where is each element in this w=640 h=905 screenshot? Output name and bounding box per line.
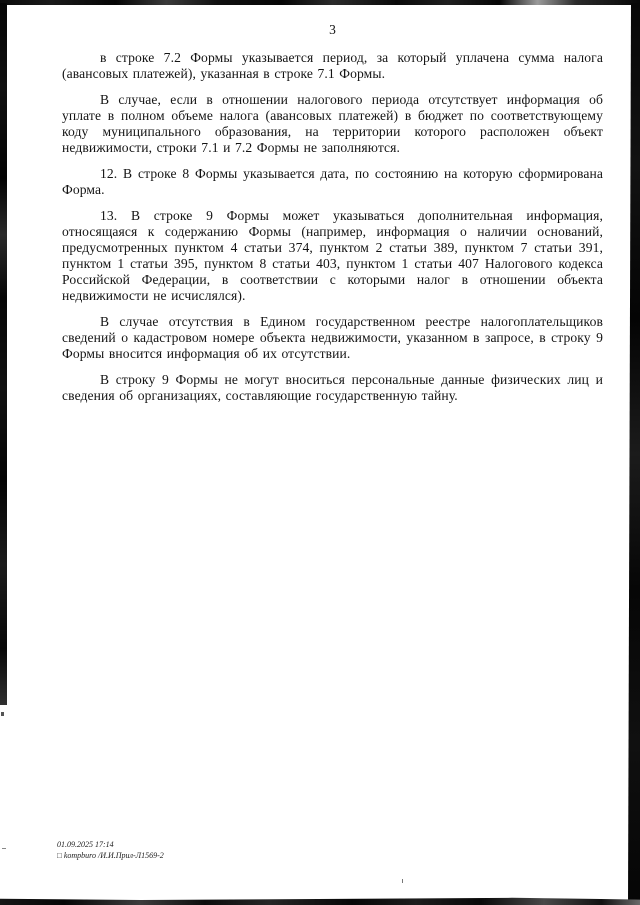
scan-edge-top [0, 0, 640, 5]
print-footer [57, 839, 164, 861]
scan-edge-left [0, 3, 7, 705]
paragraph-personal-data: В строку 9 Формы не могут вноситься персональные данные физических лиц и сведения об организациях, составляющие государственную тайну. [62, 372, 603, 403]
print-timestamp: 01.09.2025 17:14 [57, 840, 114, 849]
scan-edge-right [628, 3, 640, 905]
scan-speck [2, 848, 6, 849]
paragraph-item-13: 13. В строке 9 Формы может указываться дополнительная информация, относящаяся к содержанию Формы (например, информация о наличии оснований, предусмотренных пунктом 4 статьи 374, пунктом 2 статьи 389, пунктом 7 статьи 391, пунктом 1 статьи 395, пунктом 8 статьи 403, пунктом 1 статьи 407 Налогового кодекса Российской Федерации, в соответствии с которыми налог в отношении объекта недвижимости не исчислялся). [62, 208, 603, 303]
paragraph-item-12: 12. В строке 8 Формы указывается дата, по состоянию на которую сформирована Форма. [62, 166, 603, 197]
page-number: 3 [329, 22, 336, 37]
paragraph-no-payment-info: В случае, если в отношении налогового периода отсутствует информация об уплате в полном объеме налога (авансовых платежей) в бюджет по соответствующему коду муниципального образования, на территории которого расположен объект недвижимости, строки 7.1 и 7.2 Формы не заполняются. [62, 92, 603, 155]
print-stamp: □ kompburo /И.И.Прил-Л1569-2 [57, 851, 164, 860]
paragraph-line-7-2: в строке 7.2 Формы указывается период, за который уплачена сумма налога (авансовых платежей), указанная в строке 7.1 Формы. [62, 50, 603, 81]
document-body [62, 50, 603, 414]
paragraph-registry-absence: В случае отсутствия в Едином государственном реестре налогоплательщиков сведений о кадастровом номере объекта недвижимости, указанном в запросе, в строку 9 Формы вносится информация об их отсутствии. [62, 314, 603, 361]
scan-speck [1, 712, 4, 716]
scan-edge-bottom [0, 896, 640, 905]
scan-speck [402, 879, 403, 883]
